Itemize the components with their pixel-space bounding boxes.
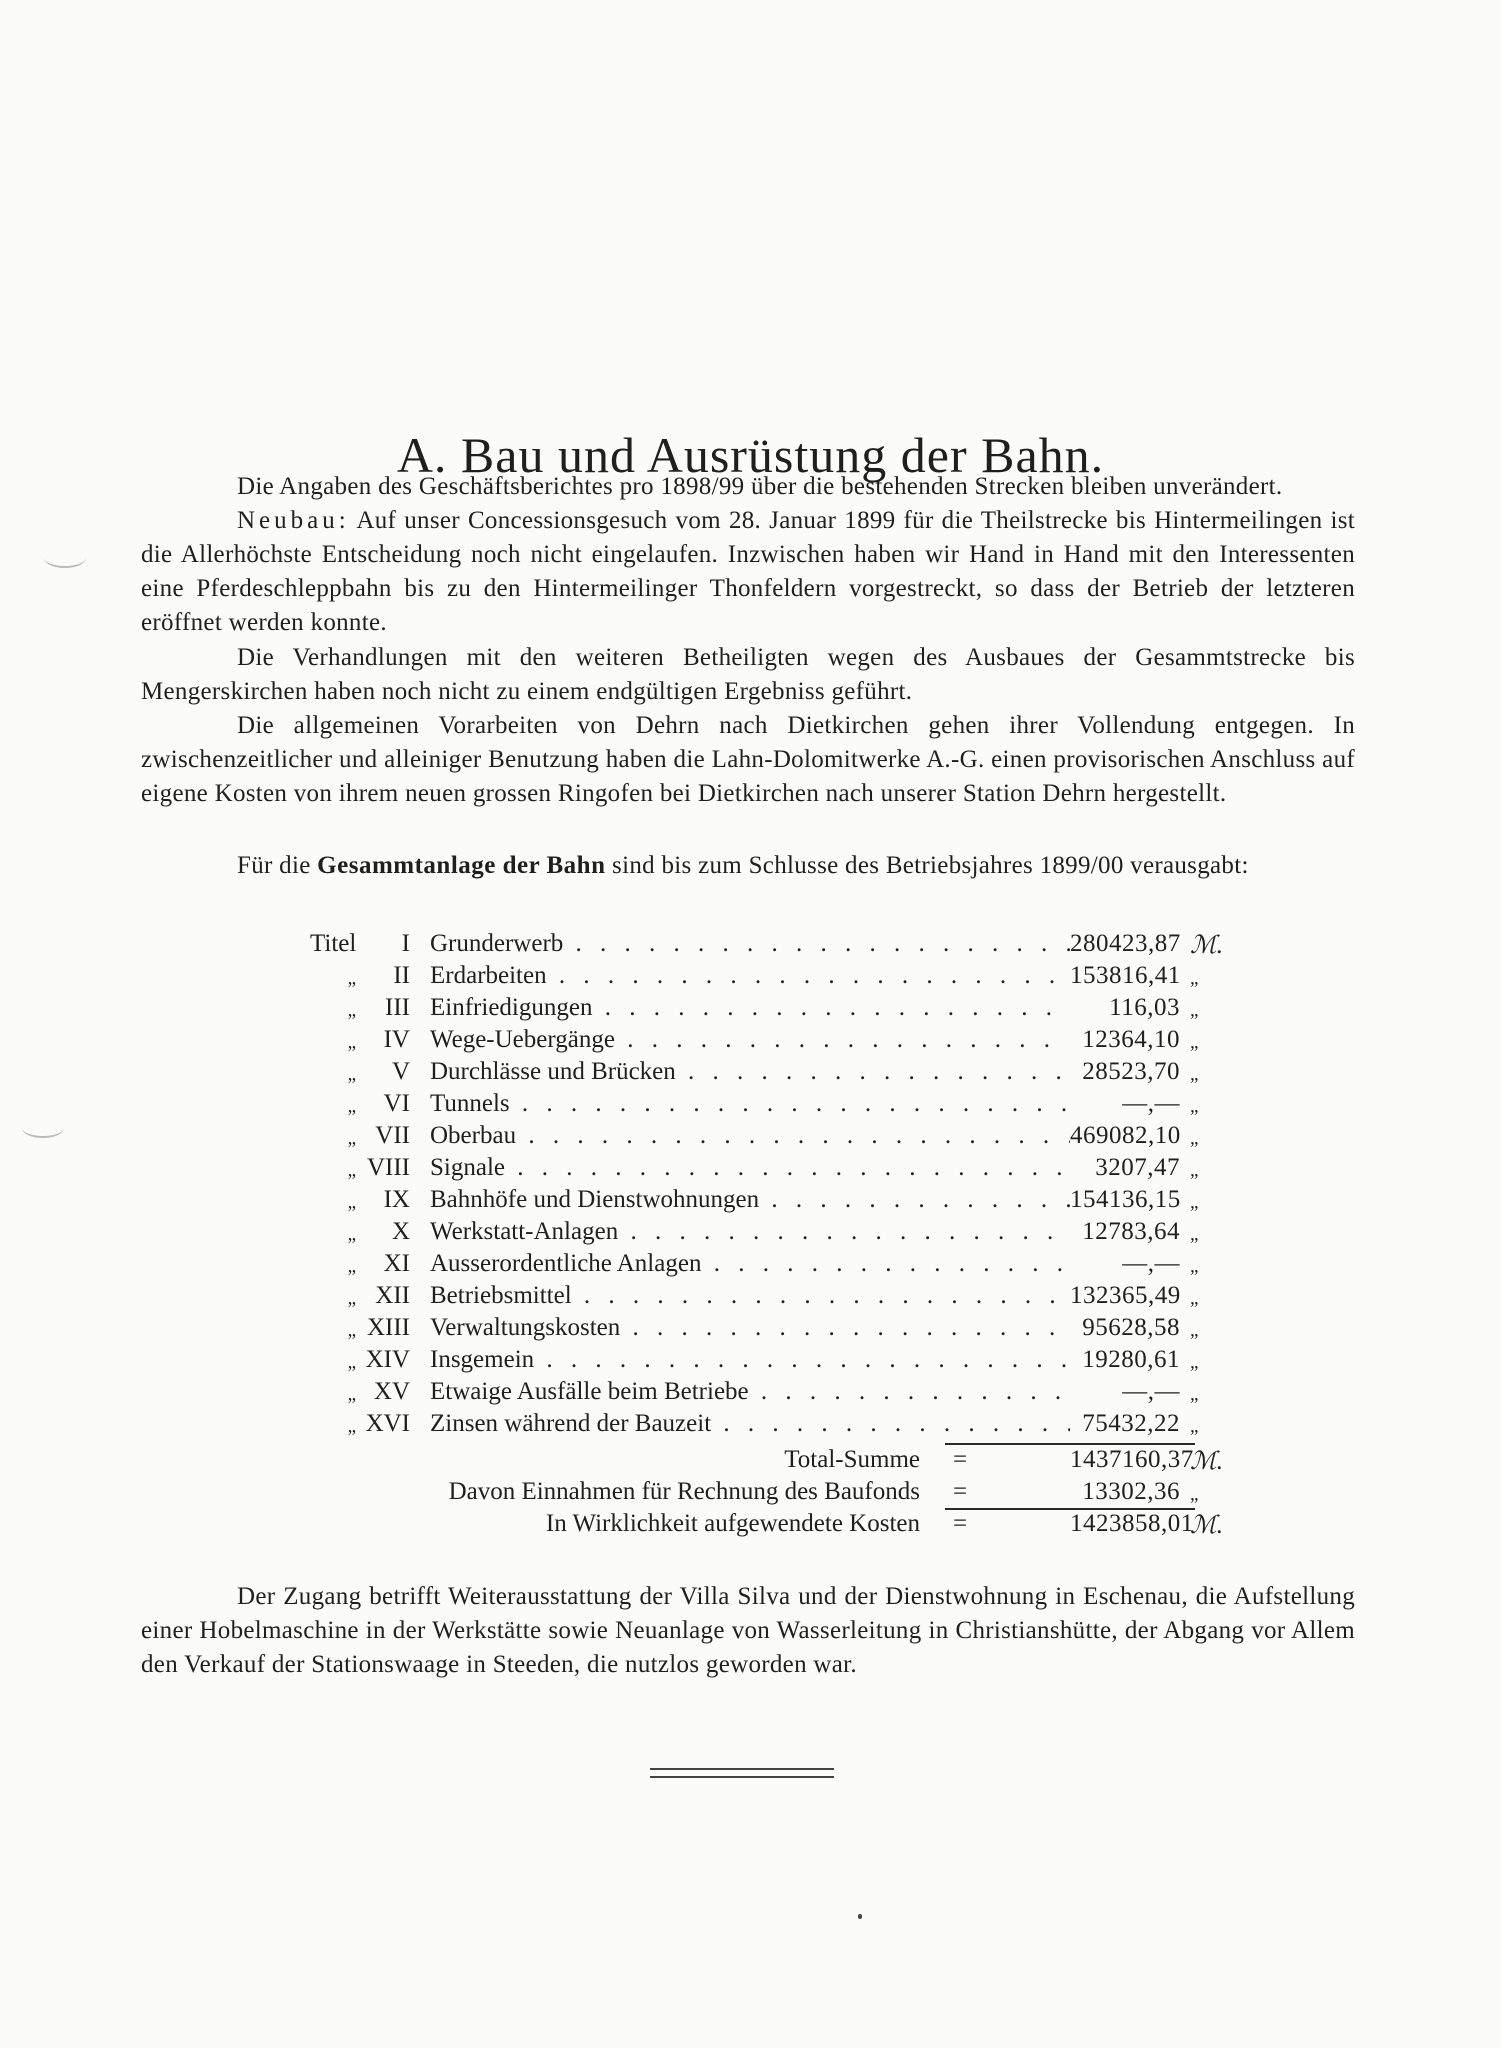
ditto-mark: „ bbox=[1190, 1096, 1199, 1117]
item-amount: 28523,70 bbox=[1082, 1058, 1180, 1085]
item-amount: 12364,10 bbox=[1082, 1026, 1180, 1053]
item-label bbox=[430, 1090, 1070, 1118]
ditto-mark: „ bbox=[347, 1416, 356, 1437]
item-label bbox=[430, 1314, 1070, 1342]
title-number: X bbox=[391, 1218, 410, 1245]
title-number: I bbox=[401, 930, 410, 957]
paragraph-4-bold: Gesammtanlage der Bahn bbox=[317, 852, 606, 879]
item-label-text: Tunnels bbox=[430, 1090, 510, 1117]
table-row bbox=[300, 1282, 1200, 1314]
ditto-mark: „ bbox=[347, 1128, 356, 1149]
item-label bbox=[430, 1122, 1070, 1150]
paragraph-2: Die Verhandlungen mit den weiteren Betheiligten wegen des Ausbaues der Gesammtstrecke bis Mengerskirchen haben noch nicht zu einem endgültigen Ergebniss geführt. bbox=[141, 644, 1355, 705]
item-label bbox=[430, 1154, 1070, 1182]
item-amount: 469082,10 bbox=[1070, 1122, 1181, 1149]
item-label bbox=[430, 930, 1070, 958]
ditto-mark: „ bbox=[1190, 1160, 1199, 1181]
item-label-text: Durchlässe und Brücken bbox=[430, 1058, 676, 1085]
title-number: XII bbox=[375, 1282, 410, 1309]
item-label-text: Oberbau bbox=[430, 1122, 517, 1149]
ditto-mark: „ bbox=[1190, 1064, 1199, 1085]
item-amount: —,— bbox=[1122, 1378, 1180, 1405]
ditto-mark: „ bbox=[1190, 1256, 1199, 1277]
title-number: III bbox=[385, 994, 410, 1021]
table-row bbox=[300, 1250, 1200, 1282]
table-row bbox=[300, 1314, 1200, 1346]
item-label bbox=[430, 1378, 1070, 1406]
title-number: V bbox=[391, 1058, 410, 1085]
paragraph-3: Die allgemeinen Vorarbeiten von Dehrn nach Dietkirchen gehen ihrer Vollendung entgegen. In zwischenzeitlicher und alleiniger Benutzung haben die Lahn-Dolomitwerke A.-G. einen provisorischen Anschluss auf eigene Kosten von ihrem neuen grossen Ringofen bei Dietkirchen nach unserer Station Dehrn hergestellt. bbox=[141, 712, 1355, 807]
item-amount: 280423,87 bbox=[1070, 930, 1181, 957]
section-heading: A. Bau und Ausrüstung der Bahn. bbox=[396, 426, 1105, 483]
paragraph-4-start: Für die bbox=[237, 852, 318, 879]
currency-mark: ℳ. bbox=[1190, 1448, 1223, 1475]
title-number: XI bbox=[383, 1250, 410, 1277]
title-number: XIII bbox=[366, 1314, 410, 1341]
item-amount: —,— bbox=[1122, 1250, 1180, 1277]
title-number: II bbox=[393, 962, 410, 989]
margin-mark bbox=[22, 1118, 64, 1138]
title-number: XVI bbox=[365, 1410, 410, 1437]
paragraph-4-end: sind bis zum Schlusse des Betriebsjahres 1899/00 verausgabt: bbox=[605, 852, 1249, 879]
table-row bbox=[300, 1410, 1200, 1442]
title-number: VII bbox=[375, 1122, 410, 1149]
ditto-mark: „ bbox=[347, 1192, 356, 1213]
item-label bbox=[430, 1026, 1070, 1054]
ditto-mark: „ bbox=[1190, 1384, 1199, 1405]
ditto-mark: „ bbox=[347, 1064, 356, 1085]
summary-amount: 1423858,01 bbox=[1070, 1510, 1194, 1537]
item-label bbox=[430, 962, 1070, 990]
ditto-mark: „ bbox=[347, 1384, 356, 1405]
ditto-mark: „ bbox=[347, 1000, 356, 1021]
margin-mark bbox=[44, 548, 86, 568]
summary-amount: 13302,36 bbox=[1082, 1478, 1180, 1505]
item-amount: —,— bbox=[1122, 1090, 1180, 1117]
table-row bbox=[300, 1186, 1200, 1218]
item-label-text: Zinsen während der Bauzeit bbox=[430, 1410, 712, 1437]
item-label-text: Werkstatt-Anlagen bbox=[430, 1218, 619, 1245]
item-label-text: Verwaltungskosten bbox=[430, 1314, 621, 1341]
item-label-text: Bahnhöfe und Dienstwohnungen bbox=[430, 1186, 760, 1213]
item-amount: 116,03 bbox=[1109, 994, 1180, 1021]
summary-label: In Wirklichkeit aufgewendete Kosten bbox=[545, 1510, 920, 1537]
item-label-text: Wege-Uebergänge bbox=[430, 1026, 615, 1053]
table-row bbox=[300, 1090, 1200, 1122]
ditto-mark: „ bbox=[347, 1352, 356, 1373]
ditto-mark: „ bbox=[347, 1320, 356, 1341]
item-label bbox=[430, 1186, 1070, 1214]
ditto-mark: „ bbox=[1190, 968, 1199, 989]
item-label bbox=[430, 1250, 1070, 1278]
item-amount: 153816,41 bbox=[1070, 962, 1181, 989]
item-label-text: Grunderwerb bbox=[430, 930, 564, 957]
table-row bbox=[300, 1026, 1200, 1058]
item-label-text: Insgemein bbox=[430, 1346, 535, 1373]
total-row bbox=[300, 1446, 1223, 1478]
table-row bbox=[300, 994, 1200, 1026]
ditto-mark: „ bbox=[1190, 1288, 1199, 1309]
item-amount: 154136,15 bbox=[1070, 1186, 1181, 1213]
currency-mark: ℳ. bbox=[1190, 932, 1223, 959]
paragraph-neubau bbox=[141, 504, 1355, 640]
summary-label: Davon Einnahmen für Rechnung des Baufonds bbox=[448, 1478, 920, 1505]
item-amount: 12783,64 bbox=[1082, 1218, 1180, 1245]
ditto-mark: „ bbox=[1190, 1192, 1199, 1213]
ditto-mark: „ bbox=[1190, 1320, 1199, 1341]
equals-sign: = bbox=[952, 1478, 968, 1505]
ditto-mark: „ bbox=[347, 1256, 356, 1277]
item-label bbox=[430, 1410, 1070, 1438]
item-label-text: Einfriedigungen bbox=[430, 994, 593, 1021]
item-label bbox=[430, 1282, 1070, 1310]
neubau-text: Auf unser Concessionsgesuch vom 28. Januar 1899 für die Theilstrecke bis Hintermeilingen ist die Allerhöchste Entscheidung noch nicht eingelaufen. Inzwischen haben wir Hand in Hand mit den Interessenten eine Pferdeschleppbahn bis zu den Hintermeilinger Thonfeldern vorgestreckt, so dass der Betrieb der letzteren eröffnet werden konnte. bbox=[141, 507, 1355, 636]
table-row bbox=[300, 1346, 1200, 1378]
paragraph-5: Der Zugang betrifft Weiterausstattung der Villa Silva und der Dienstwohnung in Eschenau, die Aufstellung einer Hobelmaschine in der Werkstätte sowie Neuanlage von Wasserleitung in Christianshütte, der Abgang vor Allem den Verkauf der Stationswaage in Steeden, die nutzlos geworden war. bbox=[141, 1583, 1355, 1678]
ditto-mark: „ bbox=[347, 968, 356, 989]
summary-label: Total-Summe bbox=[784, 1446, 920, 1473]
neubau-lead: Neubau: bbox=[237, 507, 350, 534]
sum-rule bbox=[945, 1508, 1195, 1510]
equals-sign: = bbox=[952, 1510, 968, 1537]
ditto-mark: „ bbox=[347, 1032, 356, 1053]
paragraph-1 bbox=[141, 470, 1355, 640]
ditto-mark: „ bbox=[1190, 1352, 1199, 1373]
ditto-mark: „ bbox=[347, 1288, 356, 1309]
summary-amount: 1437160,37 bbox=[1070, 1446, 1194, 1473]
ditto-mark: „ bbox=[347, 1224, 356, 1245]
equals-sign: = bbox=[952, 1446, 968, 1473]
ditto-mark: „ bbox=[347, 1160, 356, 1181]
ditto-mark: „ bbox=[1190, 1484, 1199, 1505]
item-label-text: Betriebsmittel bbox=[430, 1282, 572, 1309]
item-label-text: Erdarbeiten bbox=[430, 962, 547, 989]
ditto-mark: „ bbox=[1190, 1416, 1199, 1437]
item-amount: 3207,47 bbox=[1095, 1154, 1180, 1181]
item-label bbox=[430, 1346, 1070, 1374]
paragraph-4 bbox=[141, 849, 1355, 883]
ditto-mark: „ bbox=[1190, 1128, 1199, 1149]
table-row bbox=[300, 1122, 1200, 1154]
title-number: IX bbox=[383, 1186, 410, 1213]
table-row bbox=[300, 930, 1223, 962]
paragraph-1-sentence: Die Angaben des Geschäftsberichtes pro 1898/99 über die bestehenden Strecken bleiben unverändert. bbox=[237, 473, 1283, 500]
ink-speck bbox=[858, 1914, 862, 1919]
item-amount: 95628,58 bbox=[1082, 1314, 1180, 1341]
item-amount: 132365,49 bbox=[1070, 1282, 1181, 1309]
closing-double-rule bbox=[650, 1768, 834, 1778]
table-row bbox=[300, 962, 1200, 994]
title-number: IV bbox=[383, 1026, 410, 1053]
item-amount: 19280,61 bbox=[1082, 1346, 1180, 1373]
table-row bbox=[300, 1218, 1200, 1250]
ditto-mark: „ bbox=[1190, 1224, 1199, 1245]
ditto-mark: „ bbox=[347, 1096, 356, 1117]
currency-mark: ℳ. bbox=[1190, 1512, 1223, 1539]
item-label-text: Signale bbox=[430, 1154, 505, 1181]
titel-label: Titel bbox=[310, 930, 357, 957]
net-cost-row bbox=[300, 1510, 1223, 1542]
item-label bbox=[430, 994, 1070, 1022]
title-number: XIV bbox=[365, 1346, 410, 1373]
item-label-text: Ausserordentliche Anlagen bbox=[430, 1250, 702, 1277]
sum-rule bbox=[945, 1443, 1195, 1445]
table-row bbox=[300, 1058, 1200, 1090]
deduction-row bbox=[300, 1478, 1200, 1510]
table-row bbox=[300, 1154, 1200, 1186]
table-row bbox=[300, 1378, 1200, 1410]
item-label bbox=[430, 1218, 1070, 1246]
item-label bbox=[430, 1058, 1070, 1086]
ditto-mark: „ bbox=[1190, 1000, 1199, 1021]
title-number: XV bbox=[373, 1378, 410, 1405]
ditto-mark: „ bbox=[1190, 1032, 1199, 1053]
item-amount: 75432,22 bbox=[1082, 1410, 1180, 1437]
title-number: VI bbox=[383, 1090, 410, 1117]
item-label-text: Etwaige Ausfälle beim Betriebe bbox=[430, 1378, 749, 1405]
title-number: VIII bbox=[366, 1154, 410, 1181]
